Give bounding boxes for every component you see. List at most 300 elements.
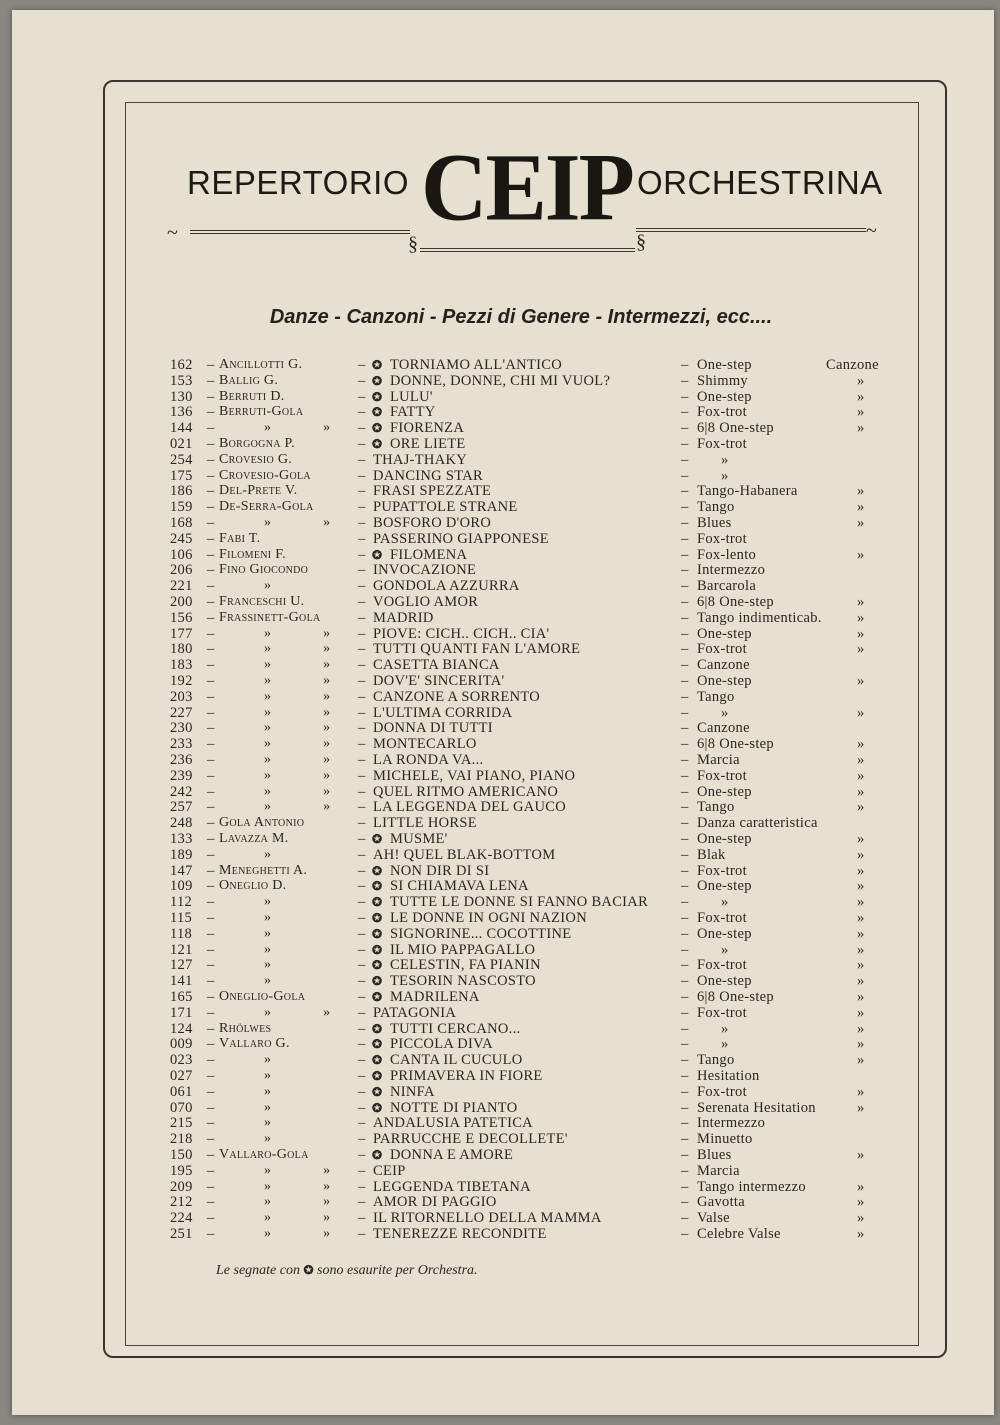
piece-type: » xyxy=(857,878,865,895)
separator-dash: – xyxy=(207,609,215,626)
catalog-number: 121 xyxy=(170,941,193,958)
catalog-number: 162 xyxy=(170,357,193,373)
separator-dash: – xyxy=(207,515,215,531)
composer: Lavazza M. xyxy=(219,831,289,846)
genre: One-step xyxy=(697,673,752,689)
list-item xyxy=(0,989,1000,1005)
sold-out-mark-icon: ✪ xyxy=(372,1100,383,1115)
list-item xyxy=(0,1210,1000,1226)
separator-dash: – xyxy=(358,1004,366,1021)
catalog-number: 165 xyxy=(170,989,193,1005)
piece-type: » xyxy=(857,862,865,879)
piece-title: LEGGENDA TIBETANA xyxy=(373,1178,531,1195)
separator-dash: – xyxy=(681,404,689,421)
piece-type: » xyxy=(857,894,865,911)
separator-dash: – xyxy=(681,1147,689,1163)
piece-title: ORE LIETE xyxy=(390,436,466,452)
piece-title: CELESTIN, FA PIANIN xyxy=(390,957,541,974)
separator-dash: – xyxy=(358,483,366,500)
separator-dash: – xyxy=(681,736,689,753)
list-item xyxy=(0,547,1000,563)
genre: 6|8 One-step xyxy=(697,594,774,610)
piece-title: LE DONNE IN OGNI NAZION xyxy=(390,910,587,926)
separator-dash: – xyxy=(358,1210,366,1227)
footnote xyxy=(216,1263,478,1279)
genre: » xyxy=(721,894,729,911)
catalog-number: 183 xyxy=(170,657,193,674)
genre: Fox-trot xyxy=(697,767,747,784)
catalog-number: 224 xyxy=(170,1210,193,1227)
list-item xyxy=(0,973,1000,989)
list-item xyxy=(0,468,1000,484)
list-item xyxy=(0,657,1000,673)
separator-dash: – xyxy=(681,941,689,958)
piece-title: FATTY xyxy=(390,404,436,421)
separator-dash: – xyxy=(681,1052,689,1069)
sold-out-mark-icon: ✪ xyxy=(372,895,383,910)
list-item xyxy=(0,689,1000,705)
catalog-number: 124 xyxy=(170,1020,193,1037)
separator-dash: – xyxy=(681,767,689,784)
sold-out-mark-icon: ✪ xyxy=(372,1021,383,1036)
separator-dash: – xyxy=(207,625,215,642)
piece-type: » xyxy=(857,973,865,990)
composer: » » xyxy=(264,736,331,752)
piece-title: INVOCAZIONE xyxy=(373,562,477,579)
piece-title: DOV'E' SINCERITA' xyxy=(373,673,505,689)
separator-dash: – xyxy=(681,657,689,674)
separator-dash: – xyxy=(207,736,215,753)
piece-type: » xyxy=(857,641,865,658)
separator-dash: – xyxy=(358,594,366,610)
subtitle: Danze - Canzoni - Pezzi di Genere - Intermezzi, ecc.... xyxy=(269,306,773,328)
separator-dash: – xyxy=(358,878,366,895)
composer: Vallaro-Gola xyxy=(219,1147,309,1162)
separator-dash: – xyxy=(207,1178,215,1195)
catalog-number: 230 xyxy=(170,720,193,737)
separator-dash: – xyxy=(207,910,215,926)
separator-dash: – xyxy=(681,562,689,579)
list-item xyxy=(0,436,1000,452)
separator-dash: – xyxy=(358,625,366,642)
composer: Crovesio G. xyxy=(219,451,293,467)
sold-out-mark-icon: ✪ xyxy=(372,1148,383,1162)
separator-dash: – xyxy=(207,499,215,516)
separator-dash: – xyxy=(681,894,689,911)
composer: » » xyxy=(264,1162,331,1178)
separator-dash: – xyxy=(681,1131,689,1148)
piece-type: » xyxy=(857,483,865,500)
piece-type: » xyxy=(857,941,865,958)
catalog-number: 144 xyxy=(170,420,193,437)
genre: Valse xyxy=(697,1210,730,1227)
genre: Tango indimenticab. xyxy=(697,609,822,626)
catalog-number: 118 xyxy=(170,925,193,942)
piece-type: » xyxy=(857,420,865,437)
genre: Intermezzo xyxy=(697,1115,766,1132)
separator-dash: – xyxy=(681,1036,689,1053)
genre: 6|8 One-step xyxy=(697,989,774,1005)
piece-title: DONNE, DONNE, CHI MI VUOL? xyxy=(390,372,611,389)
separator-dash: – xyxy=(358,1020,366,1037)
list-item xyxy=(0,641,1000,657)
separator-dash: – xyxy=(358,941,366,958)
scroll-ornament-icon: ~ xyxy=(866,220,877,242)
separator-dash: – xyxy=(358,546,366,563)
piece-title: PIOVE: CICH.. CICH.. CIA' xyxy=(373,625,550,642)
separator-dash: – xyxy=(207,862,215,879)
sold-out-mark-icon: ✪ xyxy=(372,421,383,436)
catalog-number: 159 xyxy=(170,499,193,516)
separator-dash: – xyxy=(681,831,689,847)
piece-title: IL RITORNELLO DELLA MAMMA xyxy=(373,1210,602,1227)
separator-dash: – xyxy=(207,1162,215,1179)
separator-dash: – xyxy=(358,357,366,373)
composer: Crovesio-Gola xyxy=(219,467,311,483)
separator-dash: – xyxy=(358,1226,366,1242)
footnote-text: sono esaurite per Orchestra. xyxy=(317,1263,478,1278)
piece-type: » xyxy=(857,767,865,784)
separator-dash: – xyxy=(207,436,215,452)
composer: Fabi T. xyxy=(219,530,261,546)
list-item xyxy=(0,483,1000,499)
separator-dash: – xyxy=(358,467,366,484)
piece-title: MADRILENA xyxy=(390,989,480,1005)
genre: One-step xyxy=(697,973,752,990)
list-item xyxy=(0,847,1000,863)
separator-dash: – xyxy=(207,451,215,468)
composer: » xyxy=(264,941,272,957)
separator-dash: – xyxy=(358,752,366,768)
separator-dash: – xyxy=(681,578,689,595)
catalog-number: 233 xyxy=(170,736,193,753)
catalog-number: 070 xyxy=(170,1099,193,1116)
separator-dash: – xyxy=(358,499,366,516)
separator-dash: – xyxy=(207,973,215,990)
genre: One-step xyxy=(697,925,752,942)
piece-title: MUSME' xyxy=(390,831,448,847)
catalog-number: 106 xyxy=(170,546,193,563)
sold-out-mark-icon: ✪ xyxy=(303,1263,314,1277)
separator-dash: – xyxy=(681,688,689,705)
separator-dash: – xyxy=(358,562,366,579)
separator-dash: – xyxy=(358,609,366,626)
composer: Gola Antonio xyxy=(219,815,305,831)
genre: One-step xyxy=(697,357,752,373)
separator-dash: – xyxy=(207,562,215,579)
composer: » xyxy=(264,846,272,862)
separator-dash: – xyxy=(358,420,366,437)
list-item xyxy=(0,515,1000,531)
composer: » » xyxy=(264,1004,331,1020)
piece-type: » xyxy=(857,673,865,689)
composer: » xyxy=(264,1099,272,1115)
list-item xyxy=(0,452,1000,468)
sold-out-mark-icon: ✪ xyxy=(372,358,383,372)
header-left-text: REPERTORIO xyxy=(187,164,409,201)
piece-title: DANCING STAR xyxy=(373,467,483,484)
piece-title: TUTTE LE DONNE SI FANNO BACIAR xyxy=(390,894,649,911)
separator-dash: – xyxy=(207,720,215,737)
composer: » » xyxy=(264,783,331,799)
genre: Tango intermezzo xyxy=(697,1178,806,1195)
piece-title: PATAGONIA xyxy=(373,1004,457,1021)
list-item xyxy=(0,1226,1000,1242)
separator-dash: – xyxy=(207,1099,215,1116)
header-right-text: ORCHESTRINA xyxy=(637,164,883,201)
separator-dash: – xyxy=(207,1036,215,1053)
scroll-ornament-icon: ~ xyxy=(167,222,178,244)
catalog-number: 221 xyxy=(170,578,193,595)
piece-title: AH! QUEL BLAK-BOTTOM xyxy=(373,846,556,863)
separator-dash: – xyxy=(207,925,215,942)
separator-dash: – xyxy=(681,1099,689,1116)
separator-dash: – xyxy=(681,436,689,452)
composer: Meneghetti A. xyxy=(219,862,308,878)
composer: » » xyxy=(264,720,331,736)
piece-title: FIORENZA xyxy=(390,420,465,437)
genre: Fox-trot xyxy=(697,862,747,879)
piece-type: » xyxy=(857,752,865,768)
section-sign-icon: § xyxy=(408,233,418,255)
catalog-number: 215 xyxy=(170,1115,193,1132)
composer: » » xyxy=(264,673,331,688)
separator-dash: – xyxy=(681,594,689,610)
sold-out-mark-icon: ✪ xyxy=(372,389,383,404)
separator-dash: – xyxy=(207,1210,215,1227)
separator-dash: – xyxy=(358,925,366,942)
genre: One-step xyxy=(697,831,752,847)
piece-title: PRIMAVERA IN FIORE xyxy=(390,1068,543,1084)
genre: » xyxy=(721,941,729,958)
genre: Canzone xyxy=(697,657,750,674)
sold-out-mark-icon: ✪ xyxy=(372,926,383,941)
sold-out-mark-icon: ✪ xyxy=(372,974,383,989)
composer: » » xyxy=(264,688,331,704)
separator-dash: – xyxy=(681,957,689,974)
separator-dash: – xyxy=(207,1226,215,1242)
composer: Borgogna P. xyxy=(219,436,295,451)
separator-dash: – xyxy=(207,594,215,610)
genre: Celebre Valse xyxy=(697,1226,781,1242)
separator-dash: – xyxy=(358,578,366,595)
separator-dash: – xyxy=(207,1020,215,1037)
sold-out-mark-icon: ✪ xyxy=(372,1084,383,1099)
separator-dash: – xyxy=(358,704,366,721)
sold-out-mark-icon: ✪ xyxy=(372,405,383,420)
composer: » » xyxy=(264,420,331,436)
separator-dash: – xyxy=(681,467,689,484)
piece-type: » xyxy=(857,625,865,642)
separator-dash: – xyxy=(358,783,366,800)
piece-title: ANDALUSIA PATETICA xyxy=(373,1115,533,1132)
sold-out-mark-icon: ✪ xyxy=(372,879,383,894)
separator-dash: – xyxy=(358,372,366,389)
catalog-number: 109 xyxy=(170,878,193,895)
genre: Shimmy xyxy=(697,372,748,389)
separator-dash: – xyxy=(681,451,689,468)
piece-type: » xyxy=(857,799,865,816)
catalog-number: 218 xyxy=(170,1131,193,1148)
piece-title: MICHELE, VAI PIANO, PIANO xyxy=(373,767,576,784)
sold-out-mark-icon: ✪ xyxy=(372,547,383,562)
separator-dash: – xyxy=(207,1083,215,1100)
section-sign-icon: § xyxy=(636,231,646,253)
separator-dash: – xyxy=(358,1068,366,1084)
separator-dash: – xyxy=(681,989,689,1005)
sold-out-mark-icon: ✪ xyxy=(372,1037,383,1052)
genre: Tango xyxy=(697,688,735,705)
list-item xyxy=(0,878,1000,894)
composer: » xyxy=(264,578,272,594)
separator-dash: – xyxy=(207,846,215,863)
separator-dash: – xyxy=(681,704,689,721)
list-item xyxy=(0,1068,1000,1084)
composer: » » xyxy=(264,1210,331,1226)
piece-type: » xyxy=(857,989,865,1005)
separator-dash: – xyxy=(358,989,366,1005)
catalog-number: 027 xyxy=(170,1068,193,1084)
composer: » xyxy=(264,910,272,925)
list-item xyxy=(0,373,1000,389)
genre: » xyxy=(721,1020,729,1037)
piece-title: L'ULTIMA CORRIDA xyxy=(373,704,513,721)
separator-dash: – xyxy=(207,1147,215,1163)
catalog-number: 192 xyxy=(170,673,193,689)
piece-type: » xyxy=(857,1004,865,1021)
separator-dash: – xyxy=(681,357,689,373)
list-item xyxy=(0,1084,1000,1100)
genre: Hesitation xyxy=(697,1068,760,1084)
separator-dash: – xyxy=(681,483,689,500)
header-rule-center xyxy=(420,248,635,252)
separator-dash: – xyxy=(681,846,689,863)
catalog-number: 115 xyxy=(170,910,193,926)
genre: Blak xyxy=(697,846,726,863)
separator-dash: – xyxy=(358,1115,366,1132)
piece-title: IL MIO PAPPAGALLO xyxy=(390,941,536,958)
catalog-number: 021 xyxy=(170,436,193,452)
piece-type: » xyxy=(857,404,865,421)
genre: Marcia xyxy=(697,1162,740,1179)
catalog-number: 023 xyxy=(170,1052,193,1069)
separator-dash: – xyxy=(358,831,366,847)
genre: » xyxy=(721,1036,729,1053)
catalog-number: 175 xyxy=(170,467,193,484)
piece-title: LA LEGGENDA DEL GAUCO xyxy=(373,799,567,816)
list-item xyxy=(0,705,1000,721)
piece-type: » xyxy=(857,515,865,531)
composer: » xyxy=(264,1052,272,1068)
catalog-number: 251 xyxy=(170,1226,193,1242)
separator-dash: – xyxy=(358,641,366,658)
sold-out-mark-icon: ✪ xyxy=(372,958,383,973)
separator-dash: – xyxy=(681,799,689,816)
genre: » xyxy=(721,451,729,468)
piece-title: NOTTE DI PIANTO xyxy=(390,1099,518,1116)
separator-dash: – xyxy=(358,973,366,990)
composer: » » xyxy=(264,1194,331,1210)
separator-dash: – xyxy=(207,799,215,816)
composer: Rhölwes xyxy=(219,1020,272,1036)
piece-title: VOGLIO AMOR xyxy=(373,594,479,610)
list-item xyxy=(0,815,1000,831)
piece-title: LULU' xyxy=(390,388,433,405)
catalog-number: 127 xyxy=(170,957,193,974)
catalog-number: 203 xyxy=(170,688,193,705)
list-item xyxy=(0,831,1000,847)
separator-dash: – xyxy=(681,1210,689,1227)
genre: One-step xyxy=(697,783,752,800)
separator-dash: – xyxy=(358,1052,366,1069)
list-item xyxy=(0,404,1000,420)
piece-title: TUTTI CERCANO... xyxy=(390,1020,521,1037)
piece-type: » xyxy=(857,925,865,942)
composer: » xyxy=(264,957,272,973)
catalog-number: 156 xyxy=(170,609,193,626)
composer: » xyxy=(264,925,272,941)
separator-dash: – xyxy=(207,1131,215,1148)
separator-dash: – xyxy=(358,1194,366,1211)
piece-type: » xyxy=(857,499,865,516)
catalog-number: 209 xyxy=(170,1178,193,1195)
list-item xyxy=(0,1147,1000,1163)
catalog-number: 242 xyxy=(170,783,193,800)
piece-type: » xyxy=(857,736,865,753)
separator-dash: – xyxy=(358,451,366,468)
piece-title: TUTTI QUANTI FAN L'AMORE xyxy=(373,641,581,658)
separator-dash: – xyxy=(207,467,215,484)
separator-dash: – xyxy=(207,420,215,437)
piece-type: » xyxy=(857,1147,865,1163)
composer: » » xyxy=(264,641,331,657)
separator-dash: – xyxy=(358,1131,366,1148)
piece-title: DONNA DI TUTTI xyxy=(373,720,493,737)
composer: Berruti-Gola xyxy=(219,404,304,420)
separator-dash: – xyxy=(358,910,366,926)
piece-title: PARRUCCHE E DECOLLETE' xyxy=(373,1131,568,1148)
genre: Intermezzo xyxy=(697,562,766,579)
piece-title: FILOMENA xyxy=(390,546,468,563)
separator-dash: – xyxy=(207,546,215,563)
genre: Fox-trot xyxy=(697,641,747,658)
separator-dash: – xyxy=(207,767,215,784)
separator-dash: – xyxy=(358,1083,366,1100)
separator-dash: – xyxy=(207,815,215,832)
separator-dash: – xyxy=(681,388,689,405)
piece-type: » xyxy=(857,704,865,721)
separator-dash: – xyxy=(681,609,689,626)
separator-dash: – xyxy=(207,388,215,405)
composer: » » xyxy=(264,625,331,641)
list-item xyxy=(0,1005,1000,1021)
piece-title: QUEL RITMO AMERICANO xyxy=(373,783,559,800)
piece-title: LA RONDA VA... xyxy=(373,752,484,768)
separator-dash: – xyxy=(358,767,366,784)
separator-dash: – xyxy=(681,530,689,547)
composer: Oneglio D. xyxy=(219,878,287,894)
piece-type: Canzone xyxy=(826,357,879,373)
piece-title: SIGNORINE... COCOTTINE xyxy=(390,925,572,942)
separator-dash: – xyxy=(358,720,366,737)
piece-type: » xyxy=(857,1036,865,1053)
piece-type: » xyxy=(857,783,865,800)
genre: Barcarola xyxy=(697,578,757,595)
separator-dash: – xyxy=(358,736,366,753)
piece-type: » xyxy=(857,1226,865,1242)
genre: Fox-trot xyxy=(697,910,747,926)
piece-title: TENEREZZE RECONDITE xyxy=(373,1226,547,1242)
